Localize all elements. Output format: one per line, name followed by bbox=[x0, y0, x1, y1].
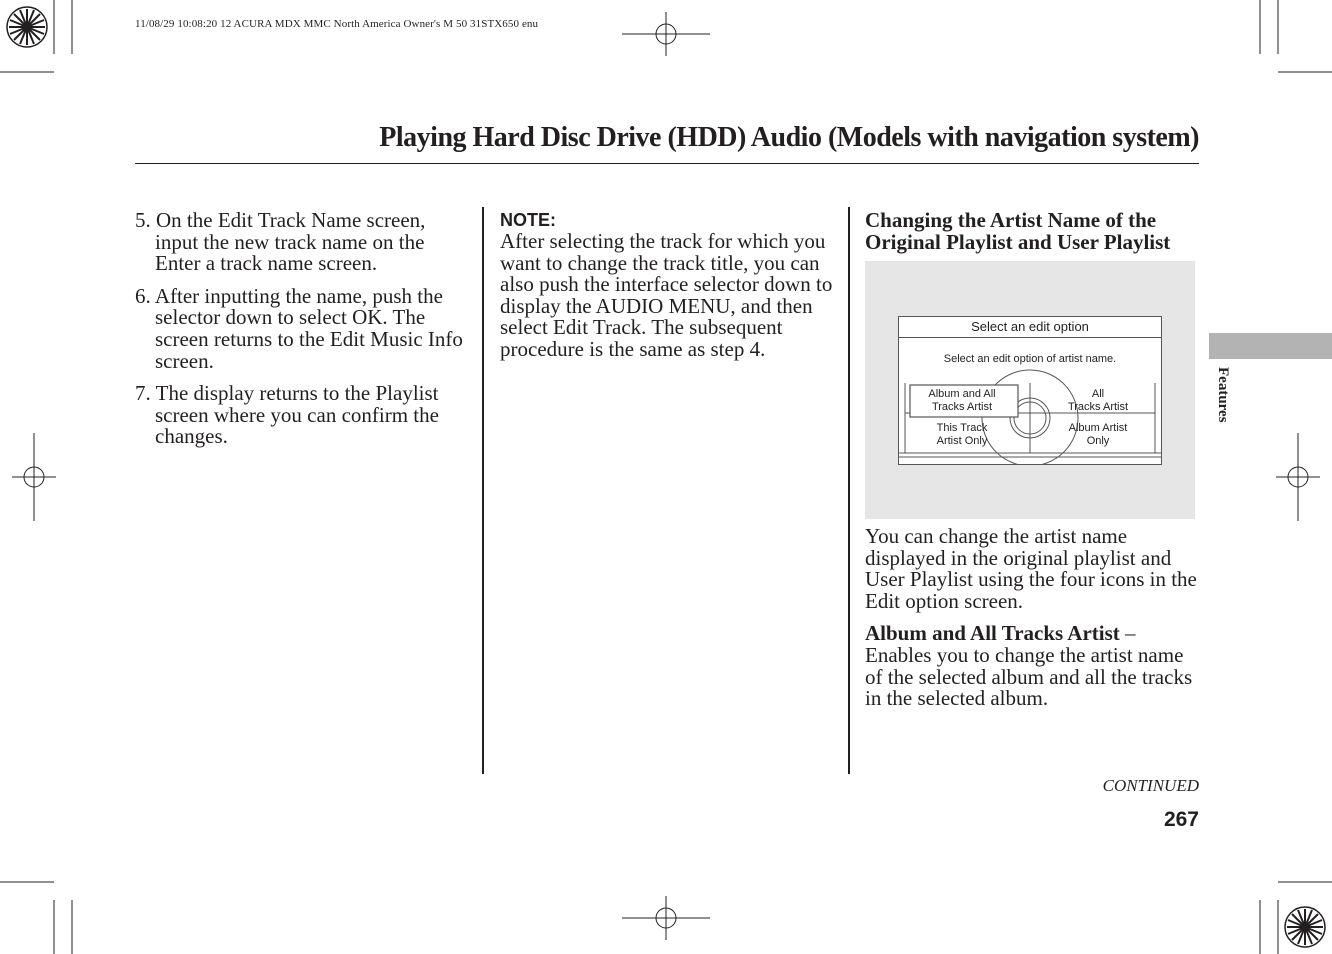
note-label: NOTE: bbox=[500, 210, 556, 230]
continued-label: CONTINUED bbox=[1102, 776, 1199, 795]
column-divider-1 bbox=[482, 207, 484, 774]
step-7: 7. The display returns to the Playlist screen where you can confirm the changes. bbox=[135, 381, 439, 449]
option-line: Only bbox=[1086, 435, 1110, 447]
option-line: This Track bbox=[936, 422, 988, 434]
section-paragraph: You can change the artist name displayed in the original playlist and User Playlist using the four icons in the Edit option screen. bbox=[865, 524, 1197, 613]
option-line: Tracks Artist bbox=[1067, 401, 1129, 413]
page-title: Playing Hard Disc Drive (HDD) Audio (Models with navigation system) bbox=[379, 122, 1199, 153]
option-line: Album and All bbox=[928, 388, 996, 400]
option-album-and-all-tracks-artist[interactable] bbox=[913, 388, 1011, 414]
option-this-track-artist-only[interactable] bbox=[913, 422, 1011, 448]
term-name: Album and All Tracks Artist bbox=[865, 621, 1120, 646]
note-text: After selecting the track for which you want to change the track title, you can also push the interface selector down to display the AUDIO MENU, and then select Edit Track. The subsequent procedure is the same as step 4. bbox=[500, 229, 833, 361]
title-divider bbox=[135, 163, 1199, 164]
screen-title: Select an edit option bbox=[899, 317, 1161, 338]
step-6: 6. After inputting the name, push the selector down to select OK. The screen returns to the Edit Music Info screen. bbox=[135, 283, 463, 373]
section-tab-label bbox=[1211, 367, 1231, 447]
steps-column bbox=[135, 210, 470, 459]
option-line: Album Artist bbox=[1068, 422, 1128, 434]
edit-option-screen-figure bbox=[865, 261, 1195, 519]
page-number: 267 bbox=[1163, 808, 1199, 831]
option-line: All bbox=[1091, 388, 1105, 400]
screen-prompt: Select an edit option of artist name. bbox=[943, 353, 1117, 365]
term-separator: – bbox=[1119, 621, 1136, 646]
section-heading: Changing the Artist Name of the Original Playlist and User Playlist bbox=[865, 208, 1171, 254]
note-column bbox=[500, 210, 835, 361]
option-line: Tracks Artist bbox=[931, 401, 993, 413]
option-album-artist-only[interactable] bbox=[1049, 422, 1147, 448]
term-description: Enables you to change the artist name of the selected album and all the tracks in the selected album. bbox=[865, 642, 1193, 711]
section-tab-text: Features bbox=[1215, 367, 1231, 423]
print-info-line: 11/08/29 10:08:20 12 ACURA MDX MMC North America Owner's M 50 31STX650 enu bbox=[135, 18, 539, 30]
option-line: Artist Only bbox=[936, 435, 988, 447]
option-all-tracks-artist[interactable] bbox=[1049, 388, 1147, 414]
column-divider-2 bbox=[848, 207, 850, 774]
section-tab bbox=[1209, 333, 1332, 359]
artist-section bbox=[865, 210, 1200, 253]
edit-option-screen bbox=[898, 316, 1162, 465]
artist-section-body bbox=[865, 526, 1200, 710]
step-5: 5. On the Edit Track Name screen, input the new track name on the Enter a track name screen. bbox=[135, 208, 426, 276]
term-definition bbox=[865, 623, 1200, 709]
